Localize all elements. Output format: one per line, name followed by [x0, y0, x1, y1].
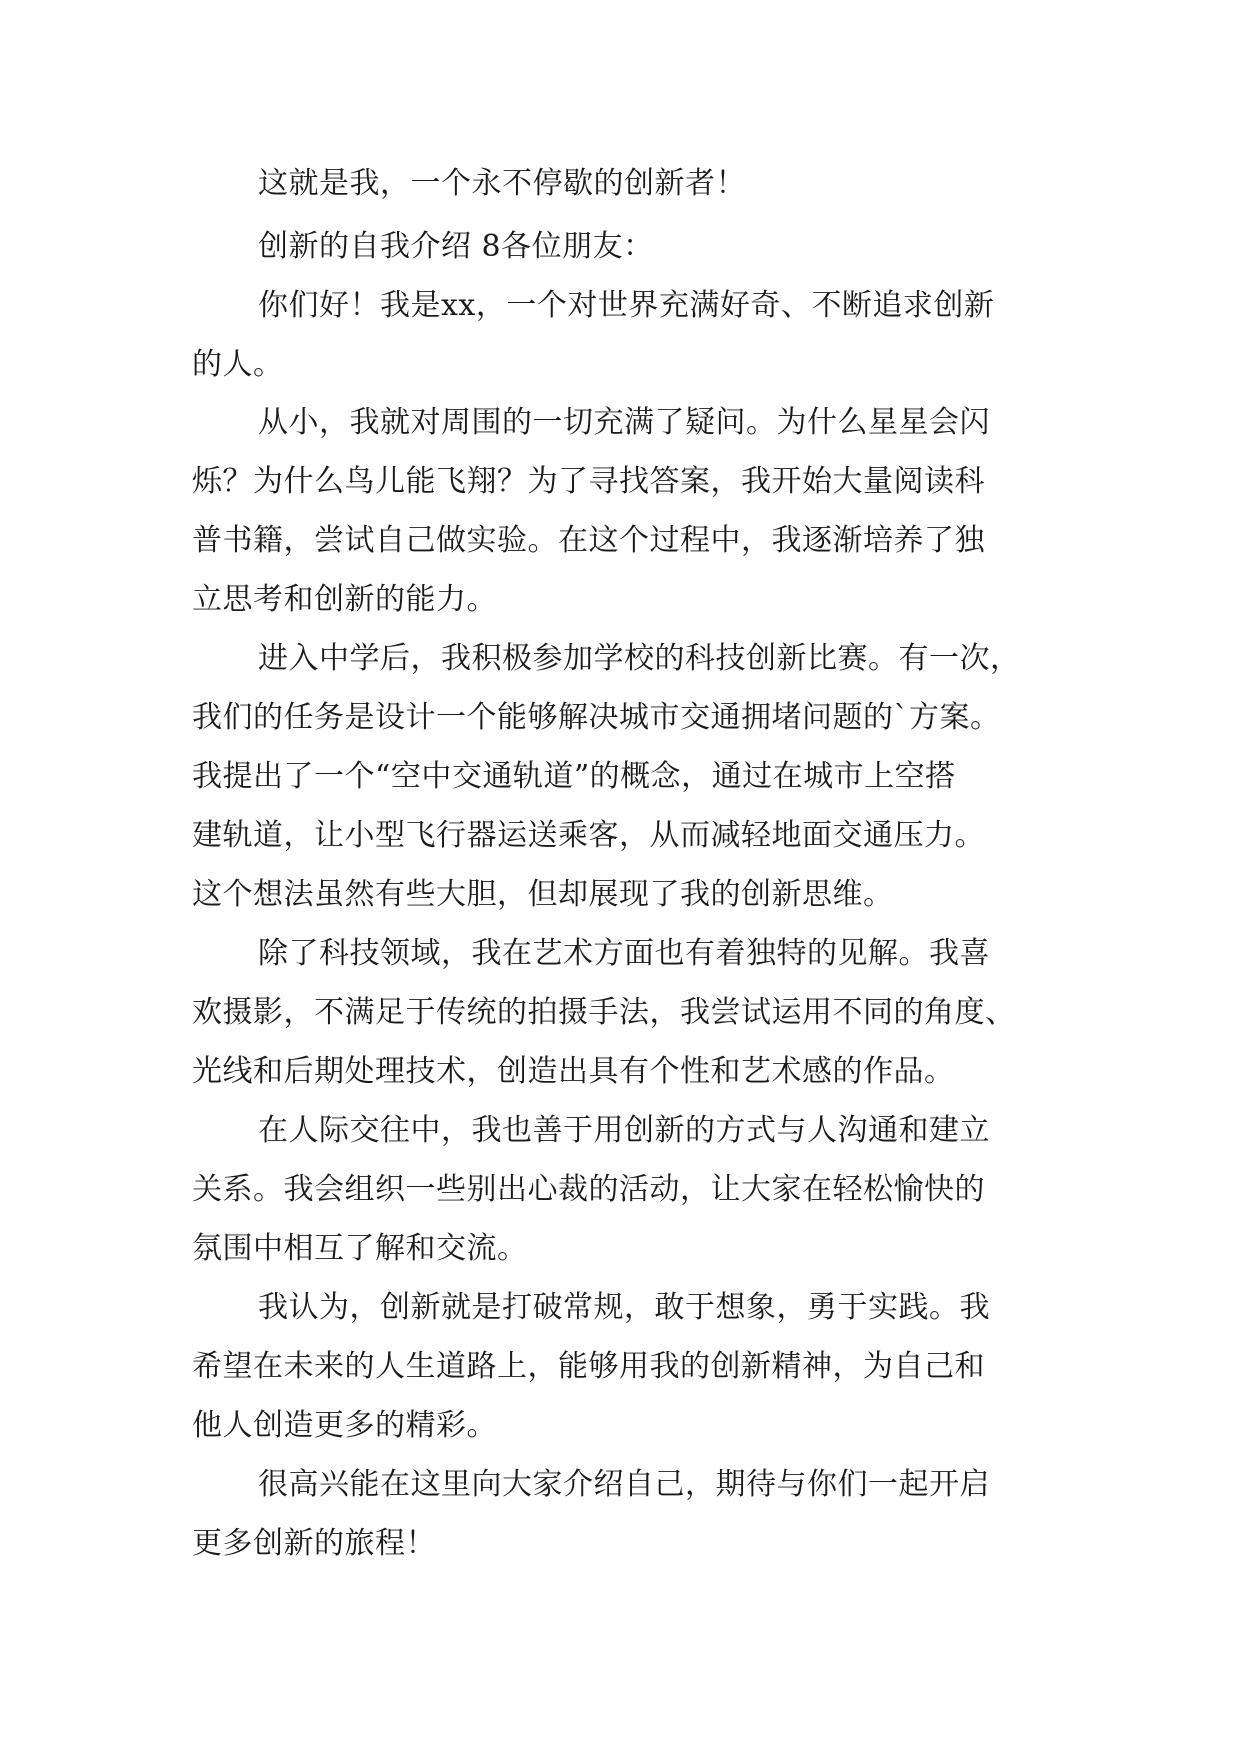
text-line: 创新的自我介绍 8各位朋友： [258, 229, 654, 264]
text-line: 烁？为什么鸟儿能飞翔？为了寻找答案，我开始大量阅读科 [192, 464, 985, 499]
text-line: 很高兴能在这里向大家介绍自己，期待与你们一起开启 [258, 1467, 990, 1502]
text-line: 更多创新的旅程！ [192, 1526, 436, 1561]
text-line: 除了科技领域，我在艺术方面也有着独特的见解。我喜 [258, 936, 990, 971]
text-line: 光线和后期处理技术，创造出具有个性和艺术感的作品。 [192, 1054, 955, 1089]
text-line: 他人创造更多的精彩。 [192, 1408, 497, 1443]
text-line: 我提出了一个“空中交通轨道”的概念，通过在城市上空搭 [192, 759, 956, 794]
text-line: 这个想法虽然有些大胆，但却展现了我的创新思维。 [192, 877, 894, 912]
text-line: 这就是我，一个永不停歇的创新者！ [258, 166, 746, 201]
text-line: 关系。我会组织一些别出心裁的活动，让大家在轻松愉快的 [192, 1172, 985, 1207]
text-line: 希望在未来的人生道路上，能够用我的创新精神，为自己和 [192, 1349, 985, 1384]
text-line: 欢摄影，不满足于传统的拍摄手法，我尝试运用不同的角度、 [192, 995, 1016, 1030]
text-line: 立思考和创新的能力。 [192, 582, 497, 617]
text-line: 我认为，创新就是打破常规，敢于想象，勇于实践。我 [258, 1290, 990, 1325]
text-line: 的人。 [192, 347, 284, 382]
text-line: 我们的任务是设计一个能够解决城市交通拥堵问题的`方案。 [192, 700, 1001, 735]
text-line: 进入中学后，我积极参加学校的科技创新比赛。有一次， [258, 641, 1021, 676]
text-line: 你们好！我是xx，一个对世界充满好奇、不断追求创新 [258, 288, 995, 323]
text-line: 建轨道，让小型飞行器运送乘客，从而减轻地面交通压力。 [192, 818, 985, 853]
text-line: 从小，我就对周围的一切充满了疑问。为什么星星会闪 [258, 405, 990, 440]
text-line: 在人际交往中，我也善于用创新的方式与人沟通和建立 [258, 1113, 990, 1148]
text-line: 氛围中相互了解和交流。 [192, 1231, 528, 1266]
text-line: 普书籍，尝试自己做实验。在这个过程中，我逐渐培养了独 [192, 523, 985, 558]
